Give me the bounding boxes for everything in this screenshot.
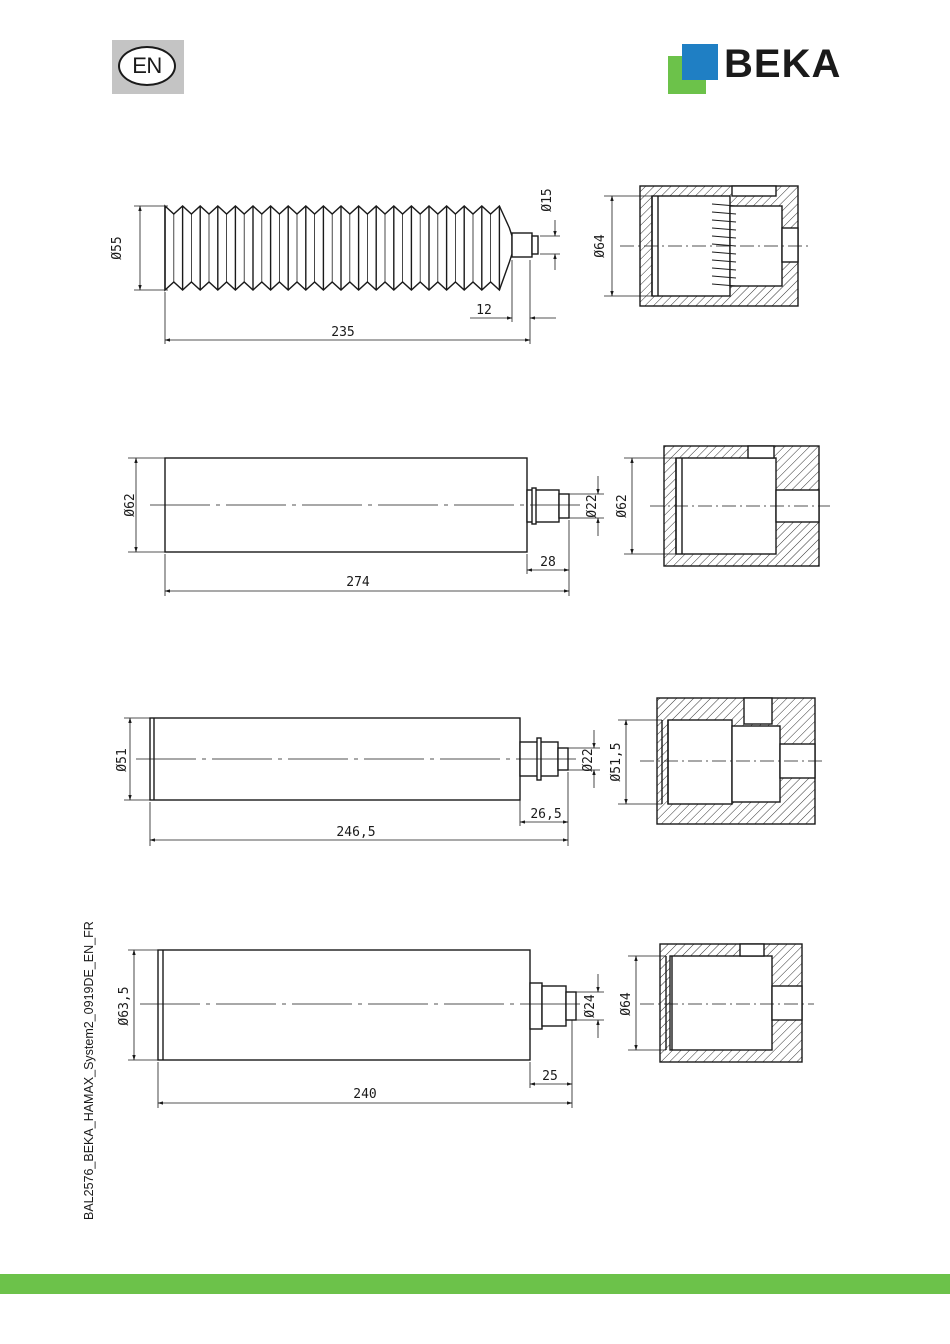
language-code: EN <box>118 46 176 86</box>
footer-green-bar <box>0 1274 950 1294</box>
dim-nozzle-diameter-2: Ø22 <box>585 494 600 518</box>
dim-nozzle-diameter-4: Ø24 <box>583 994 598 1018</box>
dim-nozzle-diameter-1: Ø15 <box>540 188 555 212</box>
dim-diameter-1: Ø55 <box>110 236 125 260</box>
drawing-bellows <box>134 206 560 344</box>
cartridge-body-3 <box>158 950 530 1060</box>
section-view-2 <box>624 446 830 566</box>
section-view-1 <box>604 186 810 306</box>
dim-length-1: 235 <box>331 325 355 340</box>
dim-section-diameter-4: Ø64 <box>619 992 634 1016</box>
dim-section-diameter-1: Ø64 <box>593 234 608 258</box>
drawing-cartridge-3 <box>128 950 604 1108</box>
section-view-4 <box>628 944 814 1062</box>
dim-length-4: 240 <box>353 1087 377 1102</box>
logo-wordmark: BEKA <box>724 42 842 86</box>
dim-diameter-3: Ø51 <box>115 748 130 772</box>
dim-length-2: 274 <box>346 575 370 590</box>
dim-nozzle-length-1: 12 <box>476 303 492 318</box>
section-view-3 <box>618 698 826 824</box>
dim-nozzle-length-3: 26,5 <box>530 807 562 822</box>
dim-length-3: 246,5 <box>336 825 376 840</box>
bellows-body <box>165 206 512 290</box>
document-id: BAL2576_BEKA_HAMAX_System2_0919DE_EN_FR <box>82 921 96 1220</box>
dim-nozzle-length-2: 28 <box>540 555 556 570</box>
dim-section-diameter-2: Ø62 <box>615 494 630 518</box>
dim-nozzle-length-4: 25 <box>542 1069 558 1084</box>
bellows-outline <box>165 206 512 290</box>
dim-nozzle-diameter-3: Ø22 <box>581 748 596 772</box>
dim-diameter-4: Ø63,5 <box>117 986 132 1026</box>
dim-diameter-2: Ø62 <box>123 493 138 517</box>
dim-section-diameter-3: Ø51,5 <box>609 742 624 782</box>
